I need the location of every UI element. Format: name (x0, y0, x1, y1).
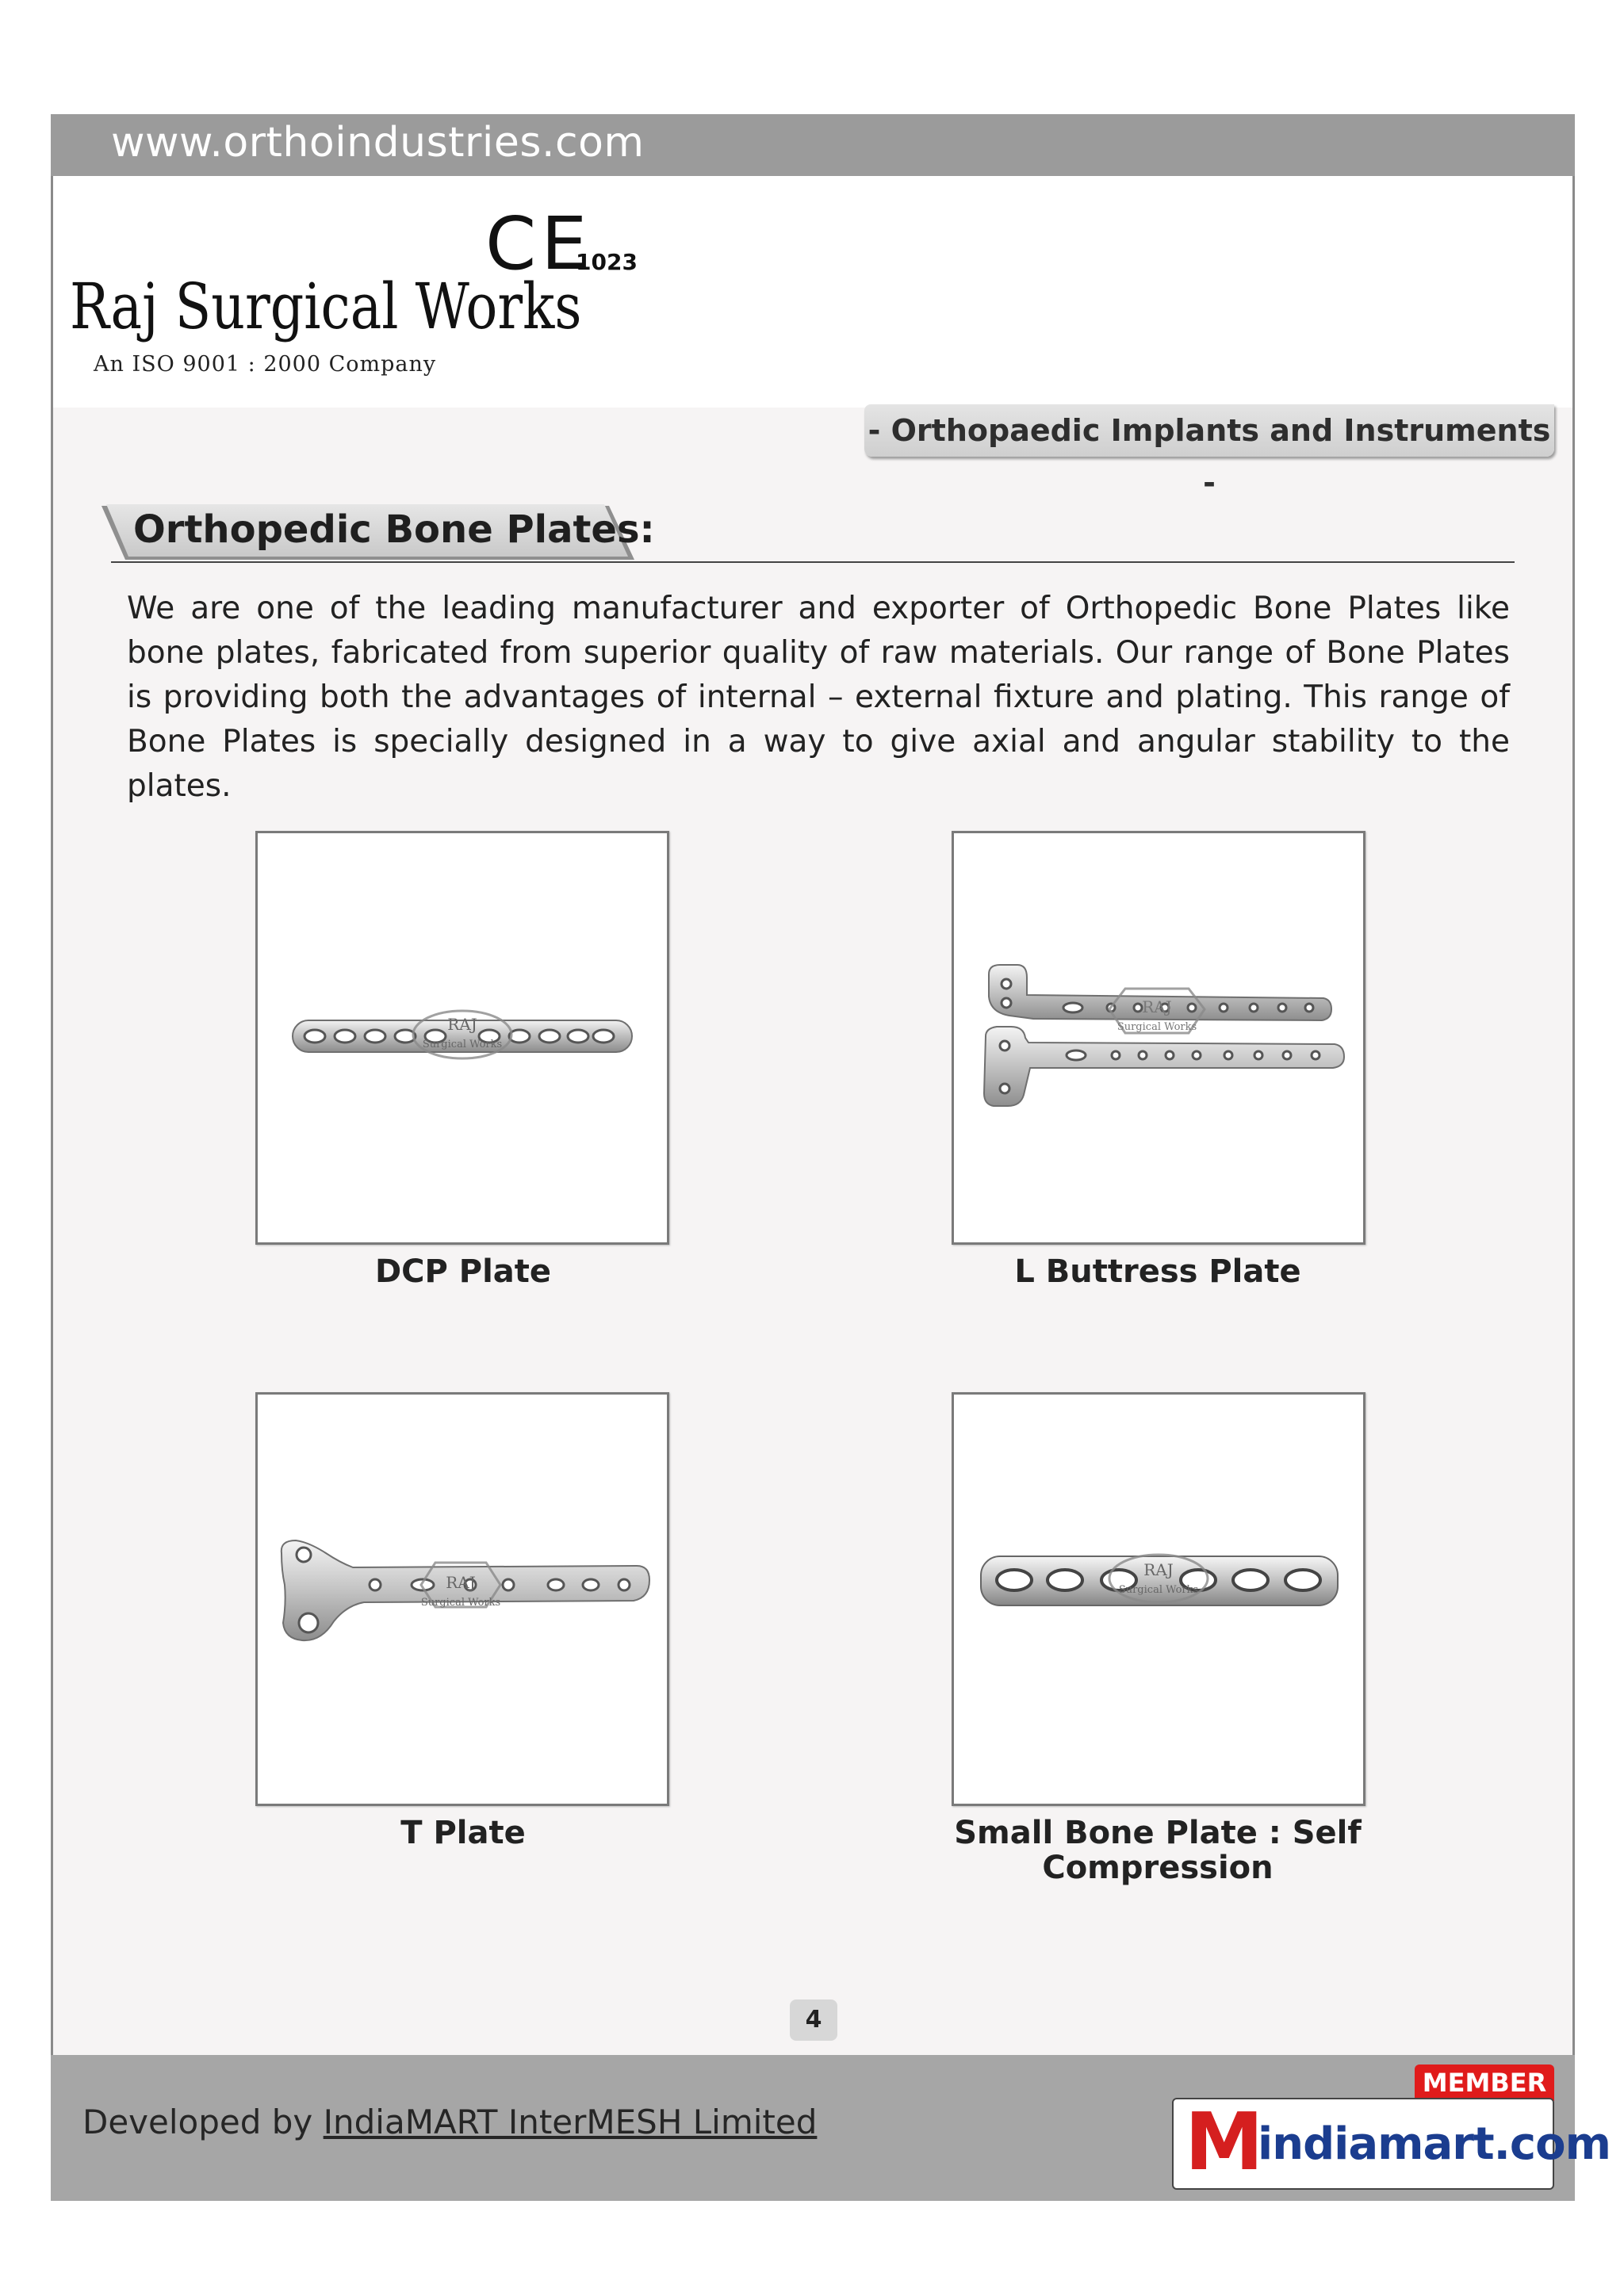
ce-number: 1023 (576, 249, 638, 275)
member-badge: MEMBER (1415, 2064, 1554, 2101)
caption-dcp-plate: DCP Plate (374, 1253, 552, 1290)
small-bone-plate-image (954, 1395, 1363, 1804)
developer-link[interactable]: IndiaMART InterMESH Limited (323, 2103, 818, 2141)
developed-by (82, 2103, 817, 2141)
page-number: 4 (790, 1999, 837, 2041)
section-title (102, 504, 655, 561)
small-bone-watermark-line2: Surgical Works (1118, 1584, 1199, 1596)
t-plate-watermark-line1: RAJ (446, 1573, 476, 1592)
t-plate-image (258, 1395, 667, 1804)
developed-by-label: Developed by (82, 2103, 313, 2141)
small-bone-watermark-line1: RAJ (1143, 1560, 1174, 1579)
top-bar (51, 114, 1575, 176)
caption-t-plate: T Plate (400, 1815, 526, 1851)
l-buttress-watermark-line2: Surgical Works (1116, 1021, 1197, 1033)
category-banner: - Orthopaedic Implants and Instruments - (864, 404, 1554, 457)
section-divider (111, 561, 1515, 563)
ce-mark: CE (485, 201, 592, 286)
product-card-l-buttress-plate[interactable] (952, 831, 1365, 1245)
indiamart-logo-text: indiamart.com (1258, 2118, 1611, 2170)
product-card-t-plate[interactable] (255, 1392, 669, 1806)
caption-l-buttress-plate: L Buttress Plate (1014, 1253, 1301, 1290)
l-buttress-watermark-line1: RAJ (1142, 997, 1172, 1016)
t-plate-watermark-line2: Surgical Works (420, 1597, 501, 1609)
section-title-text: Orthopedic Bone Plates: (133, 507, 655, 552)
l-buttress-plate-image (954, 833, 1363, 1242)
caption-small-bone-plate: Small Bone Plate : Self Compression (954, 1815, 1362, 1886)
product-card-small-bone-plate[interactable] (952, 1392, 1365, 1806)
dcp-plate-image (258, 833, 667, 1242)
product-card-dcp-plate[interactable] (255, 831, 669, 1245)
company-tagline: An ISO 9001 : 2000 Company (94, 352, 437, 377)
website-url[interactable]: www.orthoindustries.com (111, 119, 645, 166)
dcp-watermark-line1: RAJ (447, 1015, 477, 1034)
dcp-watermark-line2: Surgical Works (422, 1039, 503, 1050)
company-name: Raj Surgical Works (70, 270, 582, 343)
indiamart-logo[interactable] (1172, 2095, 1611, 2190)
intro-paragraph: We are one of the leading manufacturer and exporter of Orthopedic Bone Plates like bone plates, fabricated from superior quality of raw materials. Our range of Bone Plates is providing both the advantages of internal – external fixture and plating. This range of Bone Plates is specially designed in a way to give axial and angular stability to the plates. (127, 591, 1510, 804)
indiamart-m-icon: M (1185, 2095, 1264, 2188)
